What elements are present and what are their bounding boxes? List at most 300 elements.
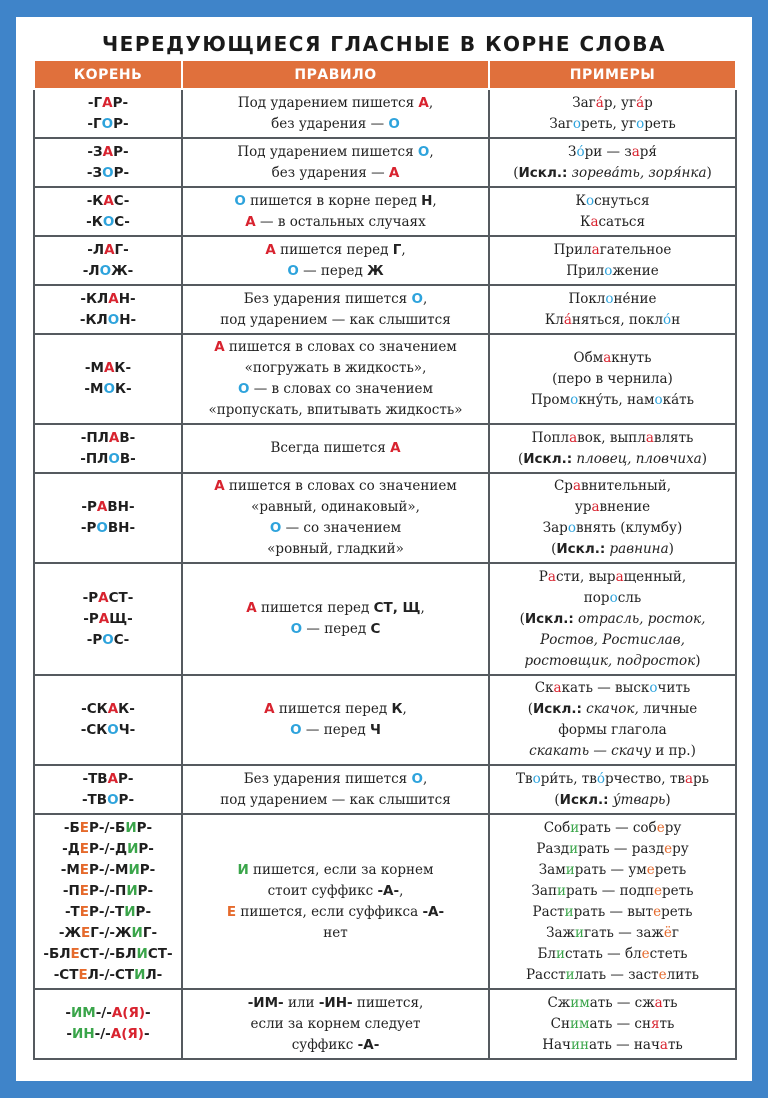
text-segment: Нач	[542, 1036, 571, 1053]
text-segment: ,	[432, 192, 437, 209]
text-segment: о	[609, 589, 618, 606]
text-segment: -СТ	[53, 966, 79, 983]
examples-cell	[489, 89, 736, 138]
text-segment: Тв	[515, 770, 533, 787]
root-line	[37, 310, 179, 331]
rule-line	[185, 881, 486, 902]
text-segment: Прил	[553, 241, 592, 258]
text-segment: А	[104, 241, 115, 258]
text-segment: а	[590, 213, 599, 230]
text-segment: Р-	[136, 819, 153, 836]
text-segment: а	[631, 143, 640, 160]
text-segment: -КЛ	[80, 290, 109, 307]
rule-line	[185, 699, 486, 720]
root-cell	[34, 236, 182, 285]
text-segment: я	[650, 1015, 660, 1032]
text-segment: Е	[79, 882, 89, 899]
root-line	[37, 769, 179, 790]
text-segment: -/-	[94, 1026, 111, 1042]
rule-line	[185, 337, 486, 358]
root-cell	[34, 187, 182, 236]
text-segment: а	[603, 349, 612, 366]
text-segment: И	[125, 819, 137, 836]
text-segment: -Р	[80, 520, 97, 536]
text-segment: -	[66, 1026, 73, 1042]
text-segment: В-	[119, 429, 136, 446]
text-segment: о	[567, 520, 576, 536]
text-segment: ря́	[639, 143, 657, 160]
text-segment: рать — ум	[574, 861, 647, 878]
root-line	[37, 93, 179, 114]
text-segment: Ср	[553, 478, 573, 494]
table-row	[34, 138, 736, 187]
text-segment: А	[98, 610, 110, 627]
text-segment: Разд	[536, 840, 570, 857]
rule-line	[185, 539, 486, 560]
root-line	[37, 720, 179, 741]
text-segment: — в словах со значением	[249, 381, 434, 397]
examples-cell	[489, 473, 736, 563]
root-line	[37, 428, 179, 449]
text-segment: И	[124, 903, 136, 920]
rule-line	[185, 598, 486, 619]
text-segment: А	[103, 192, 114, 209]
text-segment: Р-	[113, 164, 130, 181]
table-row	[34, 89, 736, 138]
text-segment: -	[145, 1005, 151, 1021]
text-segment: А	[246, 600, 257, 616]
example-line	[492, 839, 733, 860]
text-segment: реть	[654, 861, 687, 878]
text-segment: А	[245, 213, 256, 230]
text-segment: СТ-/-БЛ	[79, 945, 137, 962]
rule-line	[185, 438, 486, 459]
text-segment: пишется в словах со значением	[224, 339, 457, 355]
text-segment: Заж	[546, 924, 575, 941]
text-segment: не́ние	[613, 290, 657, 307]
examples-cell	[489, 424, 736, 473]
text-segment: -Л	[87, 241, 105, 258]
text-segment: гать — заж	[583, 924, 664, 941]
examples-cell	[489, 989, 736, 1059]
text-segment: А(Я)	[110, 1026, 144, 1042]
text-segment: Соб	[543, 819, 571, 836]
rule-line	[185, 163, 486, 184]
text-segment: -ПЛ	[80, 450, 109, 467]
text-segment: -СК	[81, 701, 108, 717]
text-segment: -Г	[87, 94, 103, 111]
rule-line	[185, 720, 486, 741]
text-segment: а	[553, 680, 562, 696]
text-segment: И	[128, 861, 140, 878]
text-segment: и	[565, 861, 575, 878]
root-cell	[34, 765, 182, 814]
text-segment: вок, выпл	[577, 429, 646, 446]
text-segment: Р-/-М	[89, 861, 129, 878]
text-segment: И	[127, 840, 139, 857]
examples-cell	[489, 187, 736, 236]
text-segment: Р-	[137, 882, 154, 899]
text-segment: Зап	[531, 882, 557, 899]
example-line	[492, 289, 733, 310]
text-segment: А	[265, 241, 276, 258]
text-segment: кну́ть, нам	[578, 391, 655, 408]
root-line	[37, 163, 179, 184]
text-segment: а́	[636, 94, 645, 111]
text-segment: )	[695, 652, 701, 669]
text-segment: влять	[653, 429, 694, 446]
text-segment: -Т	[64, 903, 80, 920]
text-segment: Г	[392, 241, 402, 258]
rule-line	[185, 358, 486, 379]
rule-cell	[182, 814, 489, 989]
text-segment: а	[591, 241, 600, 258]
text-segment: З	[568, 143, 577, 160]
root-line	[37, 212, 179, 233]
root-cell	[34, 563, 182, 675]
example-line	[492, 790, 733, 811]
example-line	[492, 449, 733, 470]
text-segment: О	[411, 770, 423, 787]
text-segment: е	[654, 882, 663, 899]
text-segment: -	[143, 1026, 150, 1042]
text-segment: ИН	[72, 1026, 95, 1042]
text-segment: Ж	[367, 262, 384, 279]
text-segment: А	[264, 701, 275, 717]
root-line	[37, 261, 179, 282]
text-segment: рчество, тв	[604, 770, 685, 787]
text-segment: лать — заст	[574, 966, 659, 983]
text-segment: )	[701, 450, 708, 467]
text-segment: пишется,	[352, 994, 424, 1011]
text-segment: личные	[638, 701, 698, 717]
text-segment: Бл	[537, 945, 556, 962]
examples-cell	[489, 138, 736, 187]
text-segment: Р-/-П	[88, 882, 127, 899]
text-segment: рать — подп	[565, 882, 655, 899]
example-line	[492, 567, 733, 588]
text-segment: О	[287, 262, 299, 279]
text-segment: формы глагола	[558, 722, 667, 738]
text-segment: И	[126, 882, 138, 899]
text-segment: стеть	[649, 945, 688, 962]
table-body	[34, 89, 736, 1059]
text-segment: А	[103, 360, 115, 376]
text-segment: стать — бл	[564, 945, 642, 962]
text-segment: О	[107, 791, 119, 808]
rule-line	[185, 114, 486, 135]
text-segment: зорева́ть, зоря́нка	[567, 164, 707, 181]
root-cell	[34, 89, 182, 138]
text-segment: «погружать в жидкость»,	[244, 360, 427, 376]
text-segment: А	[107, 770, 119, 787]
text-segment: Е	[79, 840, 89, 857]
rule-cell	[182, 236, 489, 285]
text-segment: Без ударения пишется	[243, 770, 412, 787]
text-segment: им	[569, 1015, 590, 1032]
text-segment: О	[103, 381, 115, 397]
text-segment: без ударения —	[271, 164, 389, 181]
text-segment: А	[108, 429, 120, 446]
text-segment: -К	[86, 192, 104, 209]
text-segment: о	[532, 770, 541, 787]
text-segment: О	[237, 381, 250, 397]
text-segment: им	[570, 994, 590, 1011]
text-segment: пишется в словах со значением	[224, 478, 457, 494]
text-segment: Под ударением пишется	[237, 94, 419, 111]
text-segment: и	[574, 924, 584, 941]
example-line	[492, 369, 733, 390]
root-line	[37, 630, 179, 651]
table-row	[34, 187, 736, 236]
text-segment: О	[102, 631, 114, 648]
text-segment: пловец, пловчиха	[572, 450, 702, 467]
text-segment: снуться	[594, 192, 650, 209]
text-segment: о	[585, 192, 595, 209]
text-segment: о	[654, 391, 663, 408]
text-segment: )	[665, 791, 671, 808]
text-segment: (	[519, 610, 525, 627]
text-segment: реть, уг	[581, 115, 637, 132]
text-segment: О	[290, 621, 303, 637]
text-segment: Искл.:	[524, 610, 574, 627]
example-line	[492, 1014, 733, 1035]
text-segment: ё	[663, 924, 672, 941]
example-line	[492, 720, 733, 741]
text-segment: Всегда пишется	[270, 440, 391, 456]
text-segment: ур	[574, 499, 592, 515]
example-line	[492, 539, 733, 560]
text-segment: ать — сж	[589, 994, 655, 1011]
text-segment: Ск	[534, 680, 554, 696]
root-cell	[34, 285, 182, 334]
text-segment: а	[645, 429, 654, 446]
text-segment: рь	[693, 770, 710, 787]
text-segment: Щ-	[109, 610, 133, 627]
example-line	[492, 651, 733, 672]
text-segment: (	[554, 791, 560, 808]
example-line	[492, 497, 733, 518]
root-line	[37, 609, 179, 630]
text-segment: «ровный, гладкий»	[267, 541, 404, 557]
example-line	[492, 678, 733, 699]
text-segment: и	[570, 819, 580, 836]
text-segment: Под ударением пишется	[237, 143, 418, 160]
text-segment: О	[411, 290, 423, 307]
text-segment: Кл	[544, 311, 564, 328]
root-line	[37, 1003, 179, 1024]
text-segment: Р-	[139, 861, 156, 878]
text-segment: ин	[570, 1036, 589, 1053]
text-segment: реть	[661, 903, 693, 920]
text-segment: Искл.:	[518, 164, 568, 181]
example-line	[492, 741, 733, 762]
text-segment: пишется перед	[275, 241, 393, 258]
text-segment: о́	[576, 143, 585, 160]
text-segment: А	[390, 440, 401, 456]
rule-line	[185, 1035, 486, 1056]
text-segment: е	[658, 966, 667, 983]
text-segment: ,	[402, 701, 407, 717]
table-row	[34, 765, 736, 814]
text-segment: пишется в корне перед	[245, 192, 422, 209]
text-segment: о	[605, 290, 614, 307]
example-line	[492, 191, 733, 212]
rule-line	[185, 790, 486, 811]
text-segment: сти, выр	[555, 568, 616, 585]
text-segment: А	[214, 478, 225, 494]
table-row	[34, 334, 736, 424]
text-segment: О	[234, 192, 246, 209]
text-segment: А	[108, 290, 119, 307]
root-line	[37, 1024, 179, 1045]
rule-cell	[182, 89, 489, 138]
root-line	[37, 699, 179, 720]
header-rule: ПРАВИЛО	[182, 60, 489, 89]
text-segment: СТ-	[108, 589, 134, 606]
examples-cell	[489, 236, 736, 285]
text-segment: Г-/-Ж	[90, 924, 132, 941]
root-cell	[34, 424, 182, 473]
text-segment: и пр.)	[651, 743, 696, 759]
text-segment: (	[527, 701, 533, 717]
text-segment: ростовщик, подросток	[524, 652, 696, 669]
text-segment: — перед	[302, 621, 371, 637]
rule-line	[185, 289, 486, 310]
text-segment: Прил	[566, 262, 605, 279]
text-segment: (	[551, 541, 557, 557]
text-segment: Е	[79, 903, 89, 920]
text-segment: саться	[598, 213, 646, 230]
text-segment: -ТВ	[82, 770, 108, 787]
text-segment: или	[283, 994, 319, 1011]
text-segment: -З	[87, 143, 103, 160]
text-segment: Р-	[113, 143, 129, 160]
text-segment: ,	[420, 600, 425, 616]
table-row	[34, 563, 736, 675]
rule-cell	[182, 334, 489, 424]
text-segment: кнуть	[611, 349, 652, 366]
text-segment: О	[107, 311, 120, 328]
text-segment: кать — выск	[561, 680, 650, 696]
root-cell	[34, 989, 182, 1059]
text-segment: -З	[86, 164, 103, 181]
text-segment: -Л	[82, 262, 100, 279]
root-line	[37, 142, 179, 163]
table-row	[34, 675, 736, 765]
text-segment: а	[659, 1036, 668, 1053]
rule-cell	[182, 187, 489, 236]
text-segment: пишется, если суффикса	[236, 903, 423, 920]
rule-line	[185, 261, 486, 282]
text-segment: -Р	[83, 610, 99, 627]
text-segment: О	[108, 450, 120, 467]
text-segment: Зар	[542, 520, 568, 536]
text-segment: О	[417, 143, 430, 160]
rule-line	[185, 93, 486, 114]
root-cell	[34, 473, 182, 563]
text-segment: О	[102, 164, 114, 181]
example-line	[492, 142, 733, 163]
text-segment: равнина	[605, 541, 669, 557]
text-segment: А	[107, 701, 119, 717]
root-line	[37, 902, 179, 923]
text-segment: реть	[644, 115, 676, 132]
text-segment: Р-/-Д	[89, 840, 128, 857]
text-segment: Р-	[113, 115, 129, 132]
example-line	[492, 993, 733, 1014]
text-segment: няться, покл	[571, 311, 664, 328]
text-segment: С-	[113, 631, 130, 648]
text-segment: — в остальных случаях	[255, 213, 426, 230]
text-segment: (перо в чернила)	[552, 370, 673, 387]
example-line	[492, 588, 733, 609]
text-segment: е	[664, 840, 673, 857]
text-segment: пишется перед	[274, 701, 392, 717]
text-segment: реть	[662, 882, 694, 899]
example-line	[492, 261, 733, 282]
text-segment: внять (клумбу)	[575, 520, 683, 536]
text-segment: ,	[399, 882, 404, 899]
example-line	[492, 390, 733, 411]
text-segment: ть	[659, 1015, 675, 1032]
text-segment: а	[591, 499, 600, 515]
example-line	[492, 163, 733, 184]
rule-line	[185, 769, 486, 790]
rule-line	[185, 212, 486, 233]
text-segment: Е	[78, 966, 88, 983]
example-line	[492, 348, 733, 369]
rule-cell	[182, 989, 489, 1059]
text-segment: а	[615, 568, 624, 585]
text-segment: Е	[70, 945, 80, 962]
text-segment: СТ-	[147, 945, 173, 962]
text-segment: если за корнем следует	[250, 1015, 421, 1032]
rule-line	[185, 518, 486, 539]
text-segment: суффикс	[291, 1036, 358, 1053]
text-segment: -М	[84, 381, 104, 397]
text-segment: щенный,	[623, 568, 687, 585]
text-segment: -А-	[422, 903, 445, 920]
rules-table	[33, 59, 737, 1060]
example-line	[492, 428, 733, 449]
rule-cell	[182, 138, 489, 187]
text-segment: -Ж	[58, 924, 82, 941]
text-segment: Обм	[573, 349, 604, 366]
root-line	[37, 965, 179, 986]
root-line	[37, 449, 179, 470]
root-line	[37, 240, 179, 261]
text-segment: Р-	[118, 791, 135, 808]
example-line	[492, 212, 733, 233]
rule-line	[185, 142, 486, 163]
rule-line	[185, 379, 486, 400]
root-line	[37, 588, 179, 609]
text-segment: внение	[599, 499, 651, 515]
text-segment: К-	[114, 360, 132, 376]
root-cell	[34, 814, 182, 989]
text-segment: е	[656, 819, 665, 836]
text-segment: -Р	[82, 589, 99, 606]
text-segment: О	[269, 520, 282, 536]
root-line	[37, 191, 179, 212]
text-segment: )	[668, 541, 674, 557]
text-segment: Зам	[538, 861, 566, 878]
text-segment: ру	[664, 819, 682, 836]
text-segment: Р-	[118, 770, 134, 787]
text-segment: О	[107, 722, 119, 738]
root-line	[37, 497, 179, 518]
